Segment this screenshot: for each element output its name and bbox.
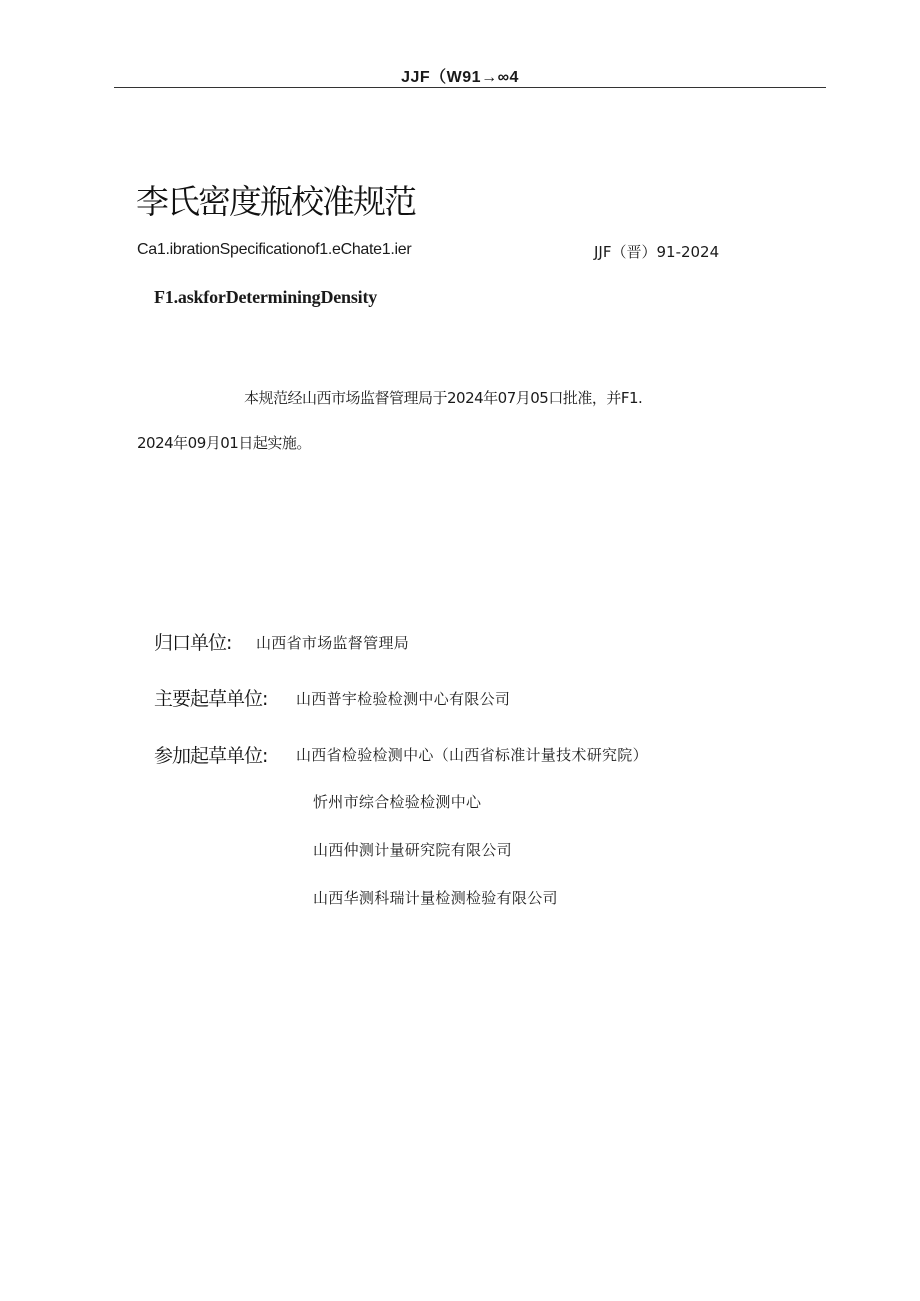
main-drafting-unit-value: 山西普宇检验检测中心有限公司 <box>296 690 511 708</box>
administrative-unit-value: 山西省市场监督管理局 <box>256 634 410 652</box>
participating-unit: 山西省检验检测中心（山西省标准计量技术研究院） <box>296 746 648 764</box>
approval-statement-line-2: 2024年09月01日起实施。 <box>137 434 311 452</box>
english-title-line-1: Ca1.ibrationSpecificationof1.eChate1.ier <box>137 241 412 258</box>
main-drafting-unit-label: 主要起草单位: <box>154 688 268 710</box>
document-number: JJF（晋）91-2024 <box>594 243 720 261</box>
participating-unit: 山西仲测计量研究院有限公司 <box>313 841 512 859</box>
header-divider <box>114 87 826 88</box>
document-title: 李氏密度瓶校准规范 <box>136 182 415 221</box>
participating-unit: 山西华测科瑞计量检测检验有限公司 <box>313 889 558 907</box>
administrative-unit-label: 归口单位: <box>154 632 232 654</box>
participating-units-label: 参加起草单位: <box>154 745 268 767</box>
participating-unit: 忻州市综合检验检测中心 <box>313 793 482 811</box>
english-title-line-2: F1.askforDeterminingDensity <box>154 287 378 307</box>
running-header: JJF（W91→∞4 <box>401 69 519 86</box>
approval-statement-line-1: 本规范经山西市场监督管理局于2024年07月05口批准，并F1. <box>244 389 643 407</box>
